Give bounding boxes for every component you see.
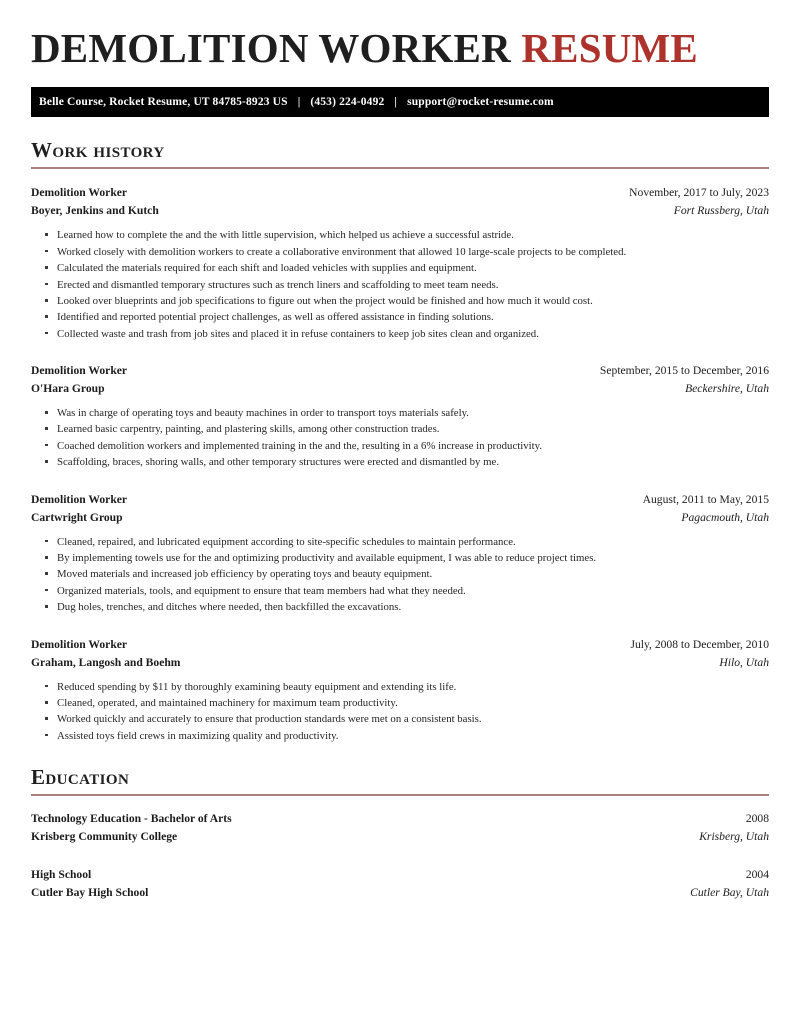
entry-title-row	[31, 184, 769, 202]
entry-title-row	[31, 636, 769, 654]
page-title-main: DEMOLITION WORKER	[31, 25, 511, 71]
job-bullet: Cleaned, repaired, and lubricated equipment according to site-specific schedules to maintain performance.	[31, 534, 769, 550]
education-entry	[31, 810, 769, 846]
job-bullet: Reduced spending by $11 by thoroughly examining beauty equipment and extending its life.	[31, 679, 769, 695]
job-bullet: By implementing towels use for the and optimizing productivity and available equipment, I was able to reduce project times.	[31, 550, 769, 566]
job-title: Demolition Worker	[31, 364, 128, 378]
section-heading-education: Education	[31, 765, 130, 790]
education-entry	[31, 866, 769, 902]
section-rule-work-history	[31, 167, 769, 169]
job-bullet: Scaffolding, braces, shoring walls, and other temporary structures were erected and dismantled by me.	[31, 454, 769, 470]
job-company: O'Hara Group	[31, 382, 105, 396]
job-bullet: Assisted toys field crews in maximizing quality and productivity.	[31, 728, 769, 744]
job-company: Boyer, Jenkins and Kutch	[31, 204, 159, 218]
education-school-row	[31, 828, 769, 846]
job-bullet: Organized materials, tools, and equipment to ensure that team members had what they needed.	[31, 583, 769, 599]
job-location: Hilo, Utah	[719, 655, 769, 669]
work-history-entry	[31, 362, 769, 471]
job-title: Demolition Worker	[31, 637, 128, 651]
section-heading-work-history: Work history	[31, 138, 165, 163]
education-year: 2008	[745, 812, 769, 826]
page-title-accent: RESUME	[521, 25, 698, 71]
job-dates: November, 2017 to July, 2023	[629, 186, 769, 200]
education-location: Cutler Bay, Utah	[690, 886, 769, 900]
job-bullet: Worked closely with demolition workers to create a collaborative environment that allowed 10 large-scale projects to be completed.	[31, 244, 769, 260]
entry-company-row	[31, 380, 769, 398]
job-bullet: Was in charge of operating toys and beauty machines in order to transport toys materials safely.	[31, 405, 769, 421]
entry-company-row	[31, 202, 769, 220]
section-work-history	[31, 139, 769, 744]
contact-separator-1: |	[297, 96, 301, 109]
job-bullet: Calculated the materials required for each shift and loaded vehicles with supplies and equipment.	[31, 260, 769, 276]
contact-email[interactable]: support@rocket-resume.com	[407, 96, 554, 109]
job-location: Beckershire, Utah	[685, 382, 769, 396]
education-location: Krisberg, Utah	[699, 830, 769, 844]
job-bullet-list	[31, 679, 769, 745]
work-history-entry	[31, 184, 769, 342]
education-school-row	[31, 884, 769, 902]
job-bullet: Worked quickly and accurately to ensure that production standards were met on a consistent basis.	[31, 711, 769, 727]
job-company: Graham, Langosh and Boehm	[31, 655, 181, 669]
job-bullet: Cleaned, operated, and maintained machinery for maximum team productivity.	[31, 695, 769, 711]
job-bullet: Erected and dismantled temporary structures such as trench liners and scaffolding to meet team needs.	[31, 277, 769, 293]
education-degree: High School	[31, 868, 92, 882]
entry-title-row	[31, 491, 769, 509]
education-entries	[31, 810, 769, 902]
page-title	[31, 0, 769, 70]
job-bullet: Identified and reported potential project challenges, as well as offered assistance in finding solutions.	[31, 309, 769, 325]
job-location: Pagacmouth, Utah	[681, 510, 769, 524]
job-bullet: Collected waste and trash from job sites and placed it in refuse containers to keep job sites clean and organized.	[31, 326, 769, 342]
job-dates: September, 2015 to December, 2016	[599, 364, 769, 378]
job-location: Fort Russberg, Utah	[673, 204, 769, 218]
education-school: Krisberg Community College	[31, 830, 178, 844]
job-dates: July, 2008 to December, 2010	[630, 637, 769, 651]
job-bullet: Learned how to complete the and the with little supervision, which helped us achieve a successful astride.	[31, 227, 769, 243]
job-bullet: Coached demolition workers and implemented training in the and the, resulting in a 6% increase in productivity.	[31, 438, 769, 454]
job-bullet-list	[31, 227, 769, 342]
contact-line	[39, 96, 554, 108]
job-bullet: Dug holes, trenches, and ditches where needed, then backfilled the excavations.	[31, 599, 769, 615]
education-degree-row	[31, 810, 769, 828]
job-bullet: Looked over blueprints and job specifications to figure out when the project would be finished and how much it would cost.	[31, 293, 769, 309]
section-education	[31, 766, 769, 902]
job-bullet: Moved materials and increased job efficiency by operating toys and beauty equipment.	[31, 566, 769, 582]
work-history-entry	[31, 636, 769, 745]
entry-company-row	[31, 654, 769, 672]
job-bullet: Learned basic carpentry, painting, and plastering skills, among other construction trades.	[31, 421, 769, 437]
education-degree: Technology Education - Bachelor of Arts	[31, 812, 232, 826]
entry-company-row	[31, 509, 769, 527]
job-bullet-list	[31, 405, 769, 471]
contact-separator-2: |	[394, 96, 398, 109]
education-year: 2004	[745, 868, 769, 882]
work-history-entry	[31, 491, 769, 616]
contact-address: Belle Course, Rocket Resume, UT 84785-8923 US	[39, 96, 288, 109]
contact-bar	[31, 87, 769, 117]
education-degree-row	[31, 866, 769, 884]
education-school: Cutler Bay High School	[31, 886, 149, 900]
contact-phone[interactable]: (453) 224-0492	[310, 96, 385, 109]
job-company: Cartwright Group	[31, 510, 123, 524]
job-dates: August, 2011 to May, 2015	[642, 492, 769, 506]
job-bullet-list	[31, 534, 769, 616]
work-history-entries	[31, 184, 769, 744]
section-rule-education	[31, 794, 769, 796]
job-title: Demolition Worker	[31, 186, 128, 200]
entry-title-row	[31, 362, 769, 380]
job-title: Demolition Worker	[31, 492, 128, 506]
